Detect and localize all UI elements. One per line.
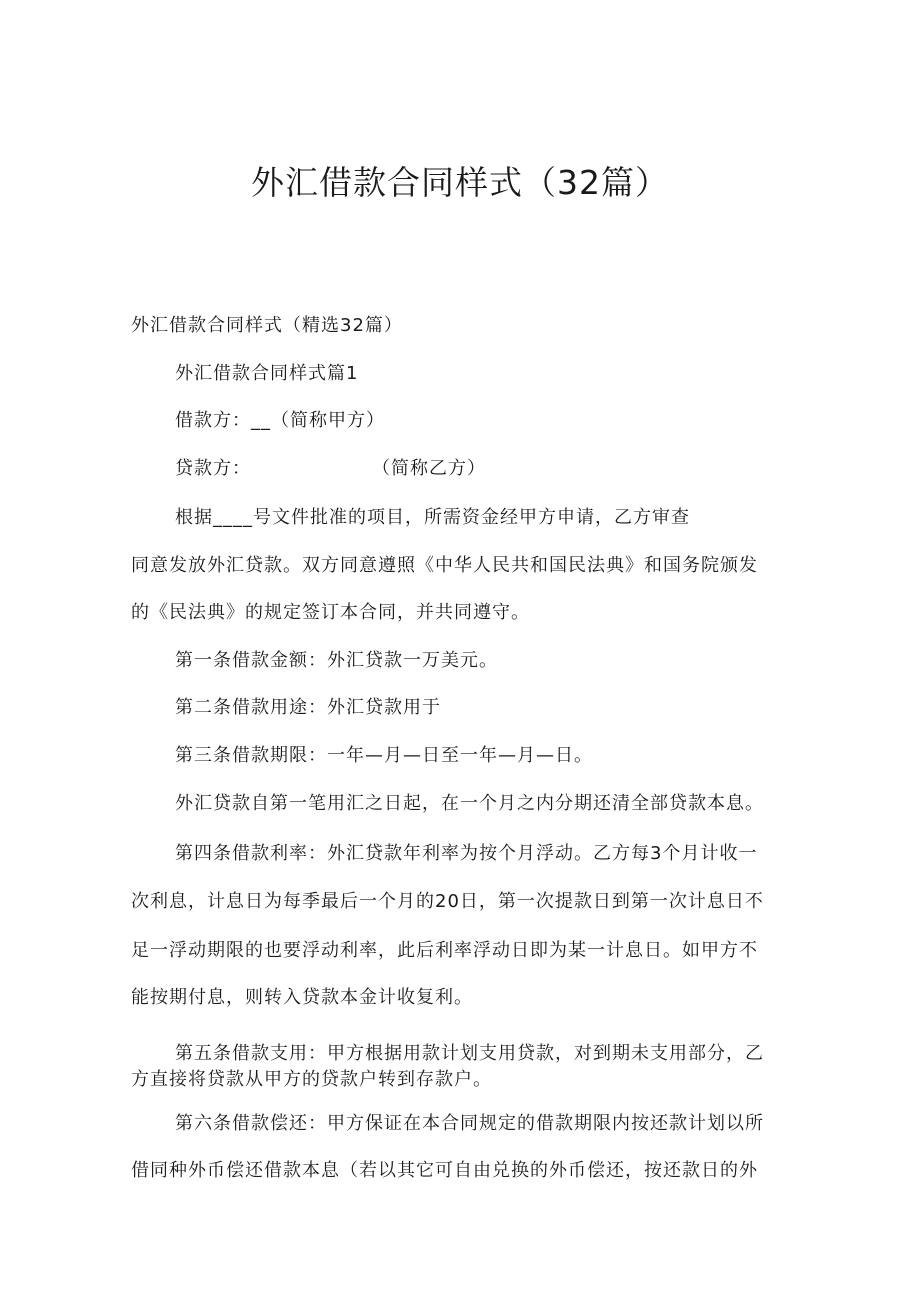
article-4-line: 足一浮动期限的也要浮动利率，此后利率浮动日即为某一计息日。如甲方不: [131, 940, 758, 961]
article-3: 第三条借款期限：一年—月—日至一年—月—日。: [175, 745, 593, 766]
article-6-line: 第六条借款偿还：甲方保证在本合同规定的借款期限内按还款计划以所: [175, 1113, 764, 1134]
article-5-line: 方直接将贷款从甲方的贷款户转到存款户。: [131, 1069, 492, 1090]
lender-line: 贷款方： （简称乙方）: [175, 458, 486, 479]
intro-line: 根据____号文件批准的项目，所需资金经甲方申请，乙方审查: [175, 507, 690, 528]
article-2: 第二条借款用途：外汇贷款用于: [175, 697, 441, 718]
article-4-line: 能按期付息，则转入贷款本金计收复利。: [131, 987, 473, 1008]
intro-line: 的《民法典》的规定签订本合同，并共同遵守。: [131, 602, 530, 623]
article-6-line: 借同种外币偿还借款本息（若以其它可自由兑换的外币偿还，按还款日的外: [131, 1160, 758, 1181]
section-heading: 外汇借款合同样式篇1: [175, 363, 359, 384]
article-1: 第一条借款金额：外汇贷款一万美元。: [175, 650, 498, 671]
intro-line: 同意发放外汇贷款。双方同意遵照《中华人民共和国民法典》和国务院颁发: [131, 555, 758, 576]
borrower-line: 借款方：__（简称甲方）: [175, 410, 385, 431]
repayment-note: 外汇贷款自第一笔用汇之日起，在一个月之内分期还清全部贷款本息。: [175, 793, 764, 814]
document-subtitle: 外汇借款合同样式（精选32篇）: [131, 315, 403, 336]
article-4-line: 次利息，计息日为每季最后一个月的20日，第一次提款日到第一次计息日不: [131, 891, 764, 912]
article-5-line: 第五条借款支用：甲方根据用款计划支用贷款，对到期未支用部分，乙: [175, 1043, 764, 1064]
document-title: 外汇借款合同样式（32篇）: [251, 163, 669, 202]
article-4-line: 第四条借款利率：外汇贷款年利率为按个月浮动。乙方每3个月计收一: [175, 843, 758, 864]
